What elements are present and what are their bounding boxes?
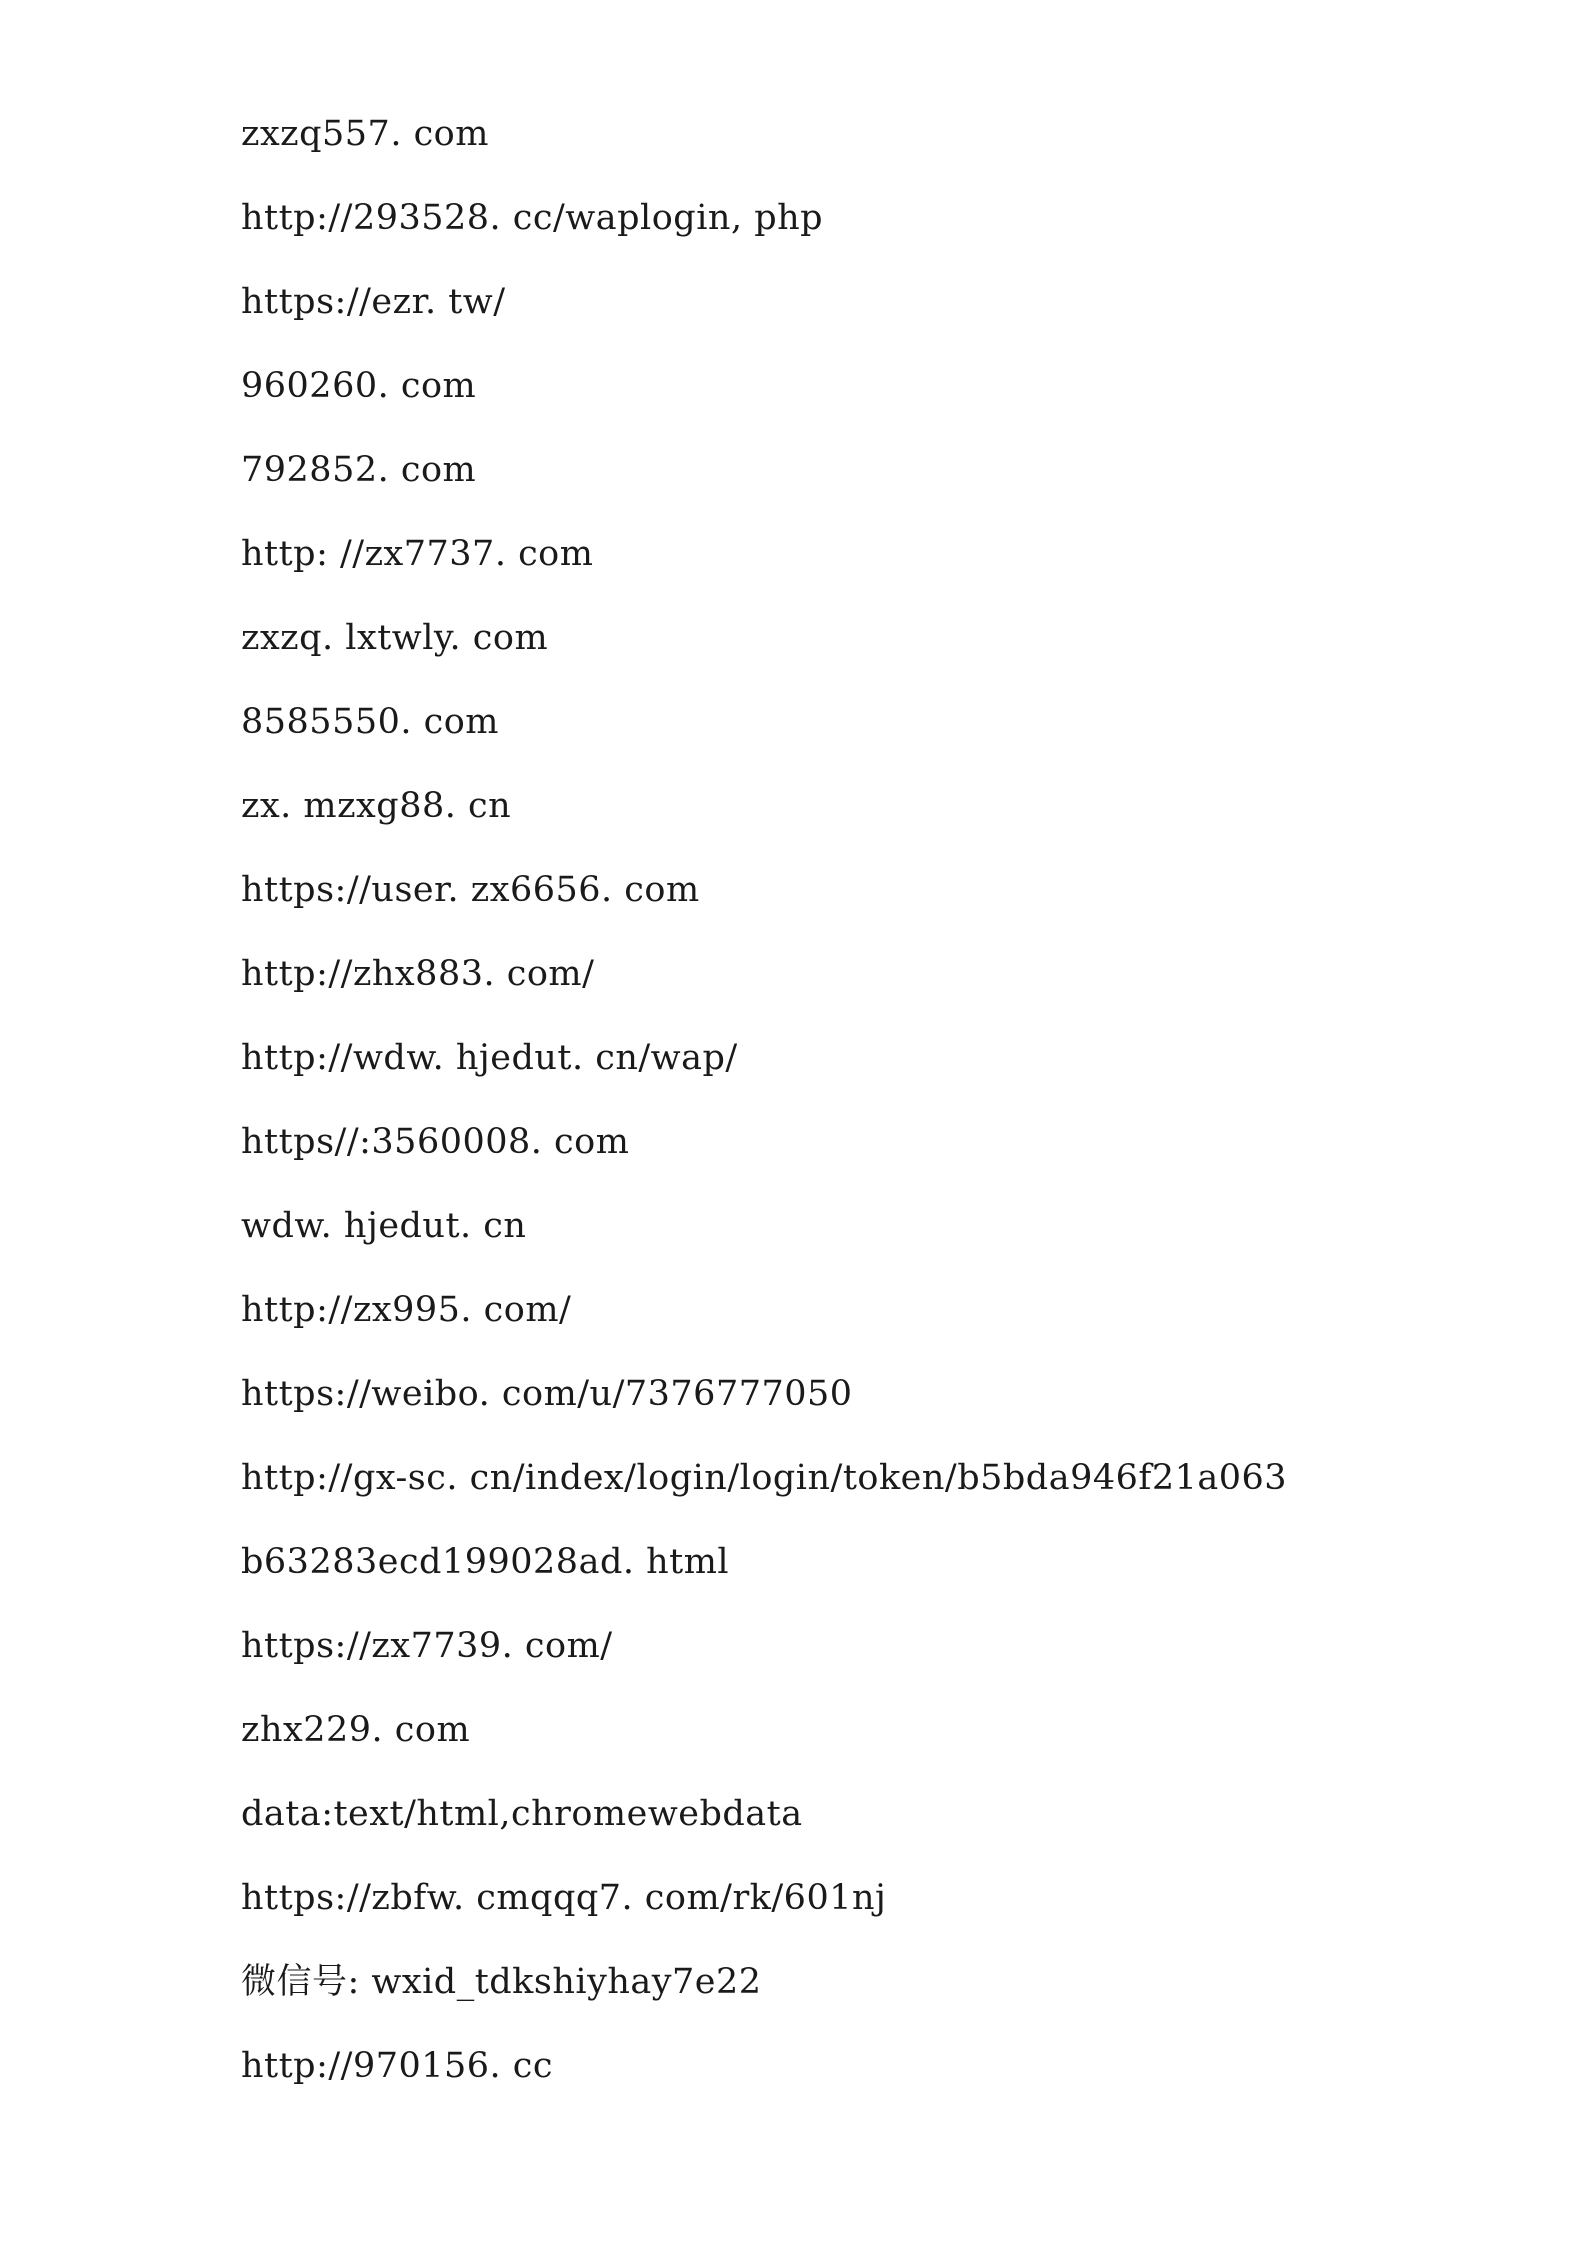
text-line: http://zx995. com/ [241, 1290, 572, 1330]
text-line: data:text/html,chromewebdata [241, 1794, 803, 1834]
text-line: b63283ecd199028ad. html [241, 1542, 730, 1582]
text-line: zxzq557. com [241, 114, 489, 154]
text-line: https://user. zx6656. com [241, 870, 700, 910]
text-line: https://weibo. com/u/7376777050 [241, 1374, 853, 1414]
text-line: http://293528. cc/waplogin, php [241, 198, 824, 238]
text-line: https://ezr. tw/ [241, 282, 506, 322]
text-lines [241, 92, 1287, 2108]
text-line: https//:3560008. com [241, 1122, 630, 1162]
text-line: http://wdw. hjedut. cn/wap/ [241, 1038, 738, 1078]
text-line: 8585550. com [241, 702, 499, 742]
text-line: wdw. hjedut. cn [241, 1206, 527, 1246]
text-line: zx. mzxg88. cn [241, 786, 512, 826]
text-line: 微信号: wxid_tdkshiyhay7e22 [241, 1962, 762, 2002]
text-line: https://zbfw. cmqqq7. com/rk/601nj [241, 1878, 887, 1918]
text-line: 960260. com [241, 366, 477, 406]
text-line: http://gx-sc. cn/index/login/login/token/b5bda946f21a063 [241, 1458, 1288, 1498]
text-line: http://970156. cc [241, 2046, 554, 2086]
text-line: zxzq. lxtwly. com [241, 618, 549, 658]
text-line: http://zhx883. com/ [241, 954, 595, 994]
text-line: 792852. com [241, 450, 477, 490]
text-line: https://zx7739. com/ [241, 1626, 613, 1666]
text-line: zhx229. com [241, 1710, 471, 1750]
text-line: http: //zx7737. com [241, 534, 594, 574]
